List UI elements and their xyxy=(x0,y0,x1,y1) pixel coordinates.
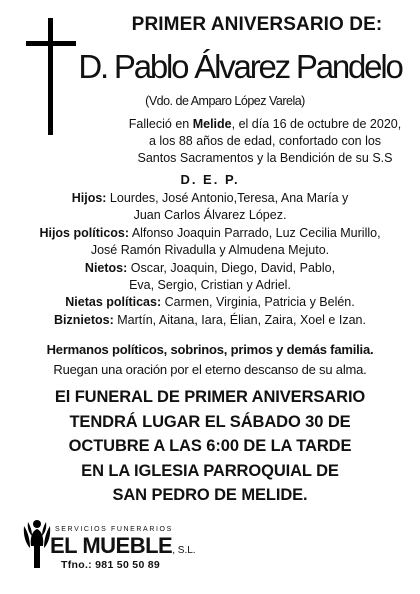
family-line: Juan Carlos Álvarez López. xyxy=(133,208,287,223)
logo-brand-suffix: , S.L. xyxy=(172,545,196,556)
dep-heading: D. E. P. xyxy=(180,172,240,187)
funeral-home-logo xyxy=(22,518,242,588)
biznietos-label: Biznietos: xyxy=(54,312,114,327)
death-details xyxy=(120,116,410,167)
cross-vertical-bar xyxy=(48,18,53,135)
hijos-label: Hijos: xyxy=(71,191,107,205)
cross-horizontal-bar xyxy=(26,41,76,46)
funeral-line: El FUNERAL DE PRIMER ANIVERSARIO xyxy=(54,388,366,406)
deceased-name: D. Pablo Álvarez Pandelo xyxy=(78,48,402,85)
death-line-3: Santos Sacramentos y la Bendición de su S.S xyxy=(137,151,393,165)
family-line: Nietos: Oscar, Joaquin, Diego, David, Pablo, xyxy=(84,260,336,275)
nietos-label: Nietos: xyxy=(84,260,128,275)
death-place: Melide xyxy=(192,117,232,131)
family-list xyxy=(0,190,420,329)
funeral-line: OCTUBRE A LAS 6:00 DE LA TARDE xyxy=(68,437,352,455)
funeral-line: SAN PEDRO DE MELIDE. xyxy=(112,486,308,504)
hijos-politicos-label: Hijos políticos: xyxy=(39,225,130,240)
funeral-figure-icon xyxy=(22,518,52,572)
widower-of: (Vdo. de Amparo López Varela) xyxy=(145,94,305,108)
logo-phone: Tfno.: 981 50 50 89 xyxy=(61,559,161,571)
logo-services-label: SERVICIOS FUNERARIOS xyxy=(55,526,173,533)
family-line: Hijos: Lourdes, José Antonio,Teresa, Ana María y xyxy=(71,191,349,205)
prayer-request: Ruegan una oración por el eterno descanso de su alma. xyxy=(53,362,367,377)
family-line: Nietas políticas: Carmen, Virginia, Patricia y Belén. xyxy=(65,295,355,310)
logo-brand-name: EL MUEBLE, S.L. xyxy=(50,533,196,558)
funeral-announcement xyxy=(0,385,420,508)
family-line: José Ramón Rivadulla y Almudena Mejuto. xyxy=(90,243,330,258)
family-line: Hijos políticos: Alfonso Joaquin Parrado, Luz Cecilia Murillo, xyxy=(39,225,381,240)
other-relatives: Hermanos políticos, sobrinos, primos y demás familia. xyxy=(46,342,374,357)
family-line: Biznietos: Martín, Aitana, Iara, Élian, Zaira, Xoel e Izan. xyxy=(54,312,366,327)
nietas-politicas-label: Nietas políticas: xyxy=(65,295,162,310)
anniversary-title: PRIMER ANIVERSARIO DE: xyxy=(131,14,383,35)
death-line-1: Falleció en Melide, el día 16 de octubre de 2020, xyxy=(128,117,402,131)
funeral-line: TENDRÁ LUGAR EL SÁBADO 30 DE xyxy=(69,412,351,431)
funeral-line: EN LA IGLESIA PARROQUIAL DE xyxy=(81,461,339,480)
family-line: Eva, Sergio, Cristian y Adriel. xyxy=(129,278,291,293)
death-line-2: a los 88 años de edad, confortado con los xyxy=(148,134,382,148)
